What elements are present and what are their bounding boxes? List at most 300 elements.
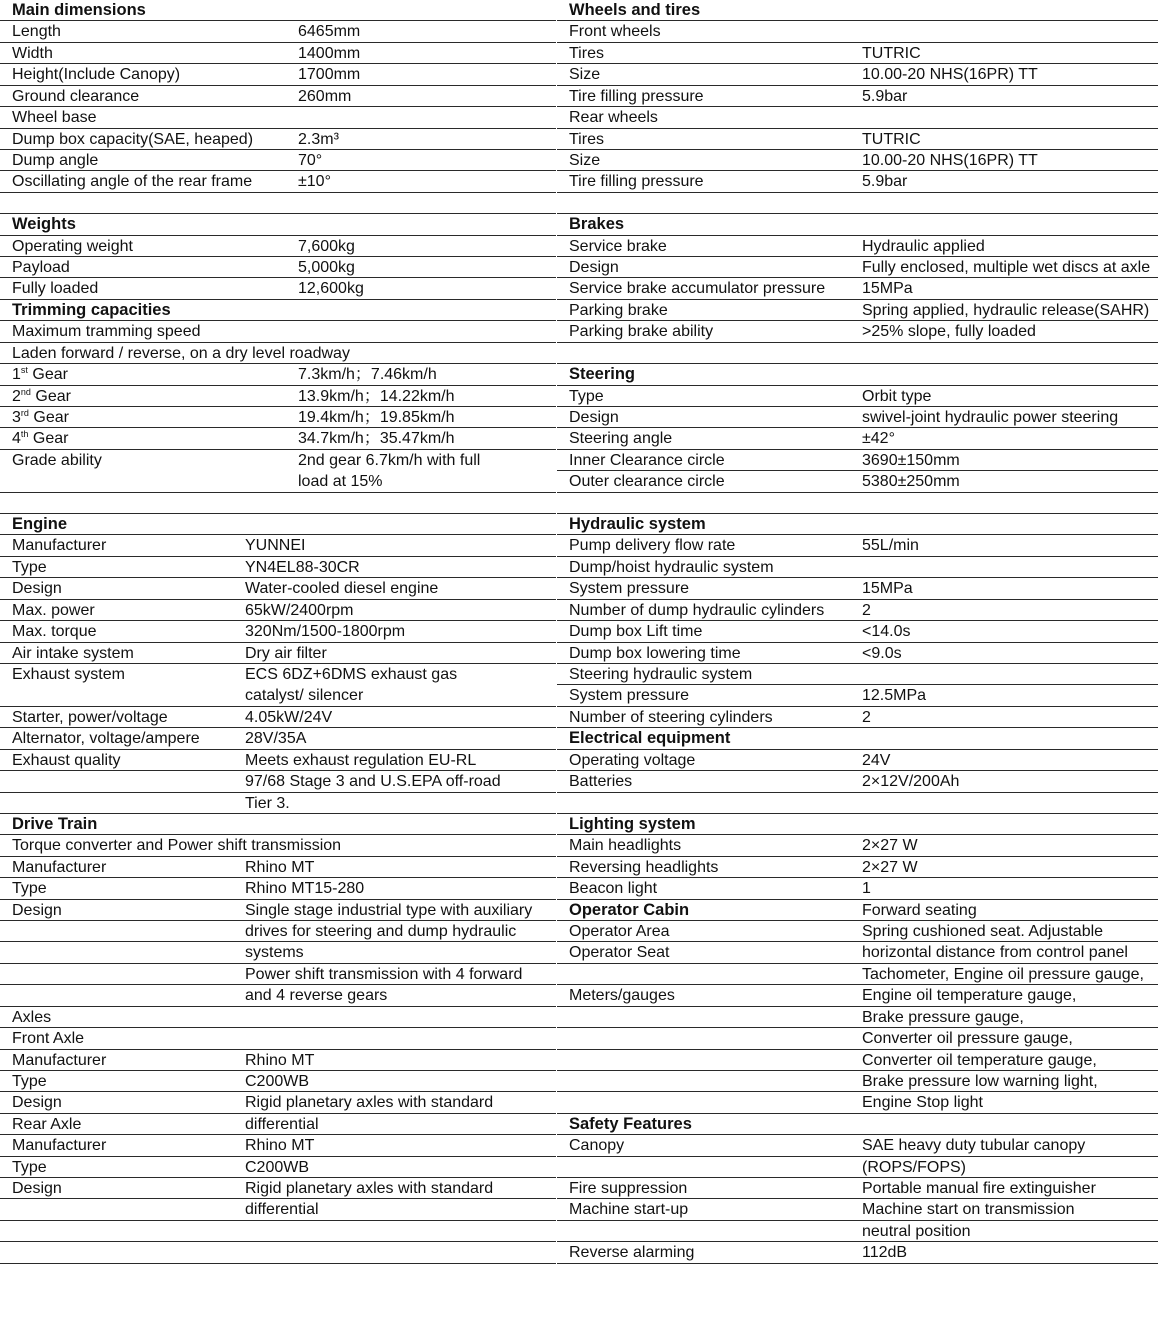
spec-label: Operating weight bbox=[12, 237, 133, 255]
spec-row bbox=[557, 407, 1158, 428]
spec-label: Machine start-up bbox=[569, 1201, 689, 1219]
spec-row bbox=[0, 321, 556, 342]
section-heading-row bbox=[557, 0, 1158, 21]
spec-label: Maximum tramming speed bbox=[12, 323, 201, 341]
spec-value: Brake pressure low warning light, bbox=[862, 1072, 1098, 1090]
spec-row bbox=[0, 578, 556, 599]
spec-value: 2×27 W bbox=[862, 837, 918, 855]
spec-row bbox=[557, 64, 1158, 85]
spec-row bbox=[0, 985, 556, 1006]
spec-value: swivel-joint hydraulic power steering bbox=[862, 408, 1119, 426]
spec-label: Operating voltage bbox=[569, 751, 696, 769]
spec-label: Type bbox=[12, 558, 47, 576]
spec-row bbox=[557, 643, 1158, 664]
spec-value: 320Nm/1500-1800rpm bbox=[245, 623, 406, 641]
spec-value: 2×27 W bbox=[862, 858, 918, 876]
spec-value: 1700mm bbox=[298, 66, 361, 84]
spec-row bbox=[557, 1007, 1158, 1028]
section-heading-row bbox=[0, 300, 556, 321]
spec-row bbox=[0, 1071, 556, 1092]
section-heading: Main dimensions bbox=[12, 1, 146, 19]
spec-row bbox=[0, 1114, 556, 1135]
spec-value: Rhino MT bbox=[245, 858, 315, 876]
section-heading-row bbox=[557, 900, 1158, 921]
spec-row bbox=[0, 878, 556, 899]
spec-row bbox=[557, 150, 1158, 171]
spec-row bbox=[557, 750, 1158, 771]
spec-row bbox=[0, 600, 556, 621]
spec-label: Type bbox=[12, 1072, 47, 1090]
spec-row bbox=[557, 557, 1158, 578]
spec-row bbox=[0, 407, 556, 428]
spec-row bbox=[557, 257, 1158, 278]
spec-row bbox=[557, 985, 1158, 1006]
section-heading-row bbox=[557, 814, 1158, 835]
spec-value: 7.3km/h；7.46km/h bbox=[298, 366, 437, 384]
spec-value: Forward seating bbox=[862, 901, 977, 919]
spec-label: Inner Clearance circle bbox=[569, 451, 725, 469]
spec-row bbox=[557, 1221, 1158, 1242]
spec-value: load at 15% bbox=[298, 473, 383, 491]
section-heading-row bbox=[0, 514, 556, 535]
spec-label: Exhaust system bbox=[12, 666, 125, 683]
spec-value: 12.5MPa bbox=[862, 687, 927, 705]
spec-value: 2×12V/200Ah bbox=[862, 773, 960, 791]
spec-row bbox=[557, 921, 1158, 942]
gear-word: Gear bbox=[30, 387, 71, 405]
spec-row bbox=[0, 493, 556, 514]
spec-row bbox=[557, 171, 1158, 192]
spec-value: Spring cushioned seat. Adjustable bbox=[862, 923, 1104, 941]
spec-value: 97/68 Stage 3 and U.S.EPA off-road bbox=[245, 773, 501, 791]
spec-label: Manufacturer bbox=[12, 1051, 107, 1069]
ordinal-suffix: st bbox=[20, 365, 28, 376]
spec-label: Height(Include Canopy) bbox=[12, 66, 181, 84]
spec-row bbox=[0, 921, 556, 942]
spec-value: 13.9km/h；14.22km/h bbox=[298, 387, 455, 405]
spec-value: 6465mm bbox=[298, 23, 361, 41]
section-heading-row bbox=[557, 728, 1158, 749]
spec-row bbox=[0, 1264, 556, 1285]
gear-word: Gear bbox=[27, 366, 68, 384]
spec-value: 28V/35A bbox=[245, 730, 307, 748]
gear-number: 3 bbox=[12, 408, 21, 426]
spec-value: drives for steering and dump hydraulic bbox=[245, 923, 517, 941]
spec-value: Hydraulic applied bbox=[862, 237, 985, 255]
spec-row bbox=[557, 835, 1158, 856]
spec-value: 2nd gear 6.7km/h with full bbox=[298, 451, 481, 469]
spec-label: Tire filling pressure bbox=[569, 87, 704, 105]
spec-value: 15MPa bbox=[862, 280, 913, 298]
spec-row bbox=[0, 1221, 556, 1242]
spec-label: Torque converter and Power shift transmission bbox=[12, 837, 342, 855]
spec-label: Size bbox=[569, 151, 601, 169]
spec-row bbox=[0, 1199, 556, 1220]
spec-value: 24V bbox=[862, 751, 891, 769]
spec-row bbox=[557, 793, 1158, 814]
spec-row bbox=[0, 21, 556, 42]
spec-row bbox=[0, 428, 556, 449]
gear-word: Gear bbox=[28, 408, 69, 426]
spec-row bbox=[0, 1050, 556, 1071]
spec-label: Meters/gauges bbox=[569, 987, 675, 1005]
spec-value: catalyst/ silencer bbox=[245, 687, 364, 705]
spec-value: Rhino MT15-280 bbox=[245, 880, 365, 898]
spec-row bbox=[557, 471, 1158, 492]
spec-row bbox=[557, 664, 1158, 685]
spec-value: 5,000kg bbox=[298, 259, 355, 277]
spec-value: neutral position bbox=[862, 1222, 971, 1240]
spec-value: 19.4km/h；19.85km/h bbox=[298, 408, 455, 426]
spec-row bbox=[0, 685, 556, 706]
spec-value: 55L/min bbox=[862, 537, 919, 555]
spec-label: Type bbox=[12, 1158, 47, 1176]
spec-row bbox=[0, 107, 556, 128]
spec-value: Tier 3. bbox=[245, 794, 290, 812]
spec-label: Dump/hoist hydraulic system bbox=[569, 558, 774, 576]
spec-value: 34.7km/h；35.47km/h bbox=[298, 430, 455, 448]
spec-label: Dump box Lift time bbox=[569, 623, 703, 641]
spec-label: Exhaust quality bbox=[12, 751, 121, 769]
spec-row bbox=[557, 278, 1158, 299]
spec-value: systems bbox=[245, 944, 304, 962]
spec-row bbox=[557, 1050, 1158, 1071]
ordinal-suffix: th bbox=[20, 429, 29, 440]
spec-label: Length bbox=[12, 23, 61, 41]
spec-row bbox=[557, 600, 1158, 621]
spec-row bbox=[557, 1199, 1158, 1220]
spec-label: Fully loaded bbox=[12, 280, 99, 298]
spec-label: Reversing headlights bbox=[569, 858, 719, 876]
spec-value: (ROPS/FOPS) bbox=[862, 1158, 967, 1176]
spec-value: Tachometer, Engine oil pressure gauge, bbox=[862, 965, 1144, 983]
spec-row bbox=[557, 535, 1158, 556]
spec-row bbox=[0, 278, 556, 299]
spec-label: Tires bbox=[569, 130, 604, 148]
spec-label: Dump angle bbox=[12, 151, 99, 169]
section-heading: Safety Features bbox=[569, 1114, 692, 1133]
spec-row bbox=[0, 835, 556, 856]
spec-value: Converter oil pressure gauge, bbox=[862, 1030, 1073, 1048]
spec-row bbox=[0, 1157, 556, 1178]
spec-label: Air intake system bbox=[12, 644, 134, 662]
spec-label: Max. torque bbox=[12, 623, 97, 641]
gear-number: 1 bbox=[12, 366, 21, 384]
spec-row bbox=[0, 1285, 556, 1306]
spec-value: 4.05kW/24V bbox=[245, 708, 333, 726]
section-heading: Trimming capacities bbox=[12, 300, 171, 319]
spec-value: Brake pressure gauge, bbox=[862, 1008, 1024, 1026]
spec-row bbox=[557, 343, 1158, 364]
spec-row bbox=[0, 750, 556, 771]
spec-label bbox=[12, 407, 69, 430]
spec-label: Oscillating angle of the rear frame bbox=[12, 173, 253, 191]
spec-value: Engine oil temperature gauge, bbox=[862, 987, 1077, 1005]
spec-label: Parking brake bbox=[569, 301, 668, 319]
spec-label: Manufacturer bbox=[12, 1137, 107, 1155]
section-heading-row bbox=[557, 214, 1158, 235]
spec-value: 7,600kg bbox=[298, 237, 355, 255]
spec-label: System pressure bbox=[569, 687, 690, 705]
spec-label: Dump box capacity(SAE, heaped) bbox=[12, 130, 254, 148]
section-heading: Engine bbox=[12, 515, 68, 534]
spec-row bbox=[557, 450, 1158, 471]
spec-value: 12,600kg bbox=[298, 280, 364, 298]
section-heading-row bbox=[557, 364, 1158, 385]
spec-label: Tires bbox=[569, 44, 604, 62]
spec-row bbox=[0, 1135, 556, 1156]
spec-row bbox=[557, 193, 1158, 214]
spec-value: 5.9bar bbox=[862, 173, 908, 191]
spec-value: <14.0s bbox=[862, 623, 911, 641]
spec-row bbox=[557, 1178, 1158, 1199]
spec-value: 260mm bbox=[298, 87, 352, 105]
spec-value: Fully enclosed, multiple wet discs at axle bbox=[862, 259, 1151, 277]
spec-row bbox=[557, 386, 1158, 407]
section-heading: Drive Train bbox=[12, 814, 98, 833]
spec-label: Beacon light bbox=[569, 880, 658, 898]
spec-label: Rear wheels bbox=[569, 109, 658, 127]
spec-value: Single stage industrial type with auxiliary bbox=[245, 901, 533, 919]
spec-row bbox=[0, 707, 556, 728]
spec-row bbox=[0, 793, 556, 814]
spec-row bbox=[0, 728, 556, 749]
spec-value: Converter oil temperature gauge, bbox=[862, 1051, 1097, 1069]
section-heading-row bbox=[557, 514, 1158, 535]
spec-label: Steering angle bbox=[569, 430, 673, 448]
spec-row bbox=[0, 129, 556, 150]
spec-label: Operator Seat bbox=[569, 944, 670, 962]
spec-label: Reverse alarming bbox=[569, 1244, 695, 1262]
spec-row bbox=[557, 964, 1158, 985]
spec-row bbox=[557, 685, 1158, 706]
spec-value: Water-cooled diesel engine bbox=[245, 580, 439, 598]
spec-label: Front Axle bbox=[12, 1030, 85, 1048]
spec-value: Rhino MT bbox=[245, 1137, 315, 1155]
spec-row bbox=[557, 300, 1158, 321]
spec-row bbox=[557, 107, 1158, 128]
spec-row bbox=[557, 236, 1158, 257]
spec-row bbox=[0, 771, 556, 792]
spec-label bbox=[12, 364, 68, 387]
spec-value: 10.00-20 NHS(16PR) TT bbox=[862, 66, 1038, 84]
spec-row bbox=[0, 900, 556, 921]
spec-label: Payload bbox=[12, 259, 70, 277]
spec-value: TUTRIC bbox=[862, 130, 921, 148]
spec-label: Steering hydraulic system bbox=[569, 666, 753, 683]
spec-value: YUNNEI bbox=[245, 537, 306, 555]
spec-row bbox=[557, 578, 1158, 599]
spec-row bbox=[0, 257, 556, 278]
spec-value: Rhino MT bbox=[245, 1051, 315, 1069]
gear-word: Gear bbox=[28, 430, 69, 448]
spec-value: Power shift transmission with 4 forward bbox=[245, 965, 523, 983]
spec-label: Design bbox=[569, 408, 619, 426]
spec-row bbox=[557, 1157, 1158, 1178]
spec-label: Dump box lowering time bbox=[569, 644, 741, 662]
spec-value: Rigid planetary axles with standard bbox=[245, 1094, 494, 1112]
spec-label: Service brake bbox=[569, 237, 667, 255]
spec-row bbox=[557, 621, 1158, 642]
section-heading: Wheels and tires bbox=[569, 1, 701, 19]
gear-number: 2 bbox=[12, 387, 21, 405]
spec-row bbox=[557, 1092, 1158, 1113]
spec-label: Axles bbox=[12, 1008, 52, 1026]
spec-label: Tire filling pressure bbox=[569, 173, 704, 191]
spec-label: Parking brake ability bbox=[569, 323, 714, 341]
spec-label bbox=[12, 386, 71, 409]
spec-label: Design bbox=[12, 580, 62, 598]
spec-label: System pressure bbox=[569, 580, 690, 598]
spec-label: Laden forward / reverse, on a dry level roadway bbox=[12, 344, 350, 362]
spec-label: Rear Axle bbox=[12, 1115, 82, 1133]
spec-row bbox=[557, 1135, 1158, 1156]
spec-row bbox=[0, 1028, 556, 1049]
spec-value: 15MPa bbox=[862, 580, 913, 598]
ordinal-suffix: rd bbox=[20, 407, 29, 418]
spec-row bbox=[0, 1007, 556, 1028]
spec-value: SAE heavy duty tubular canopy bbox=[862, 1137, 1086, 1155]
spec-row bbox=[0, 857, 556, 878]
spec-row bbox=[557, 86, 1158, 107]
spec-row bbox=[557, 1028, 1158, 1049]
spec-label: Design bbox=[12, 1094, 62, 1112]
spec-label: Type bbox=[12, 880, 47, 898]
spec-value: and 4 reverse gears bbox=[245, 987, 388, 1005]
spec-label: Starter, power/voltage bbox=[12, 708, 168, 726]
spec-label: Main headlights bbox=[569, 837, 682, 855]
spec-row bbox=[0, 1178, 556, 1199]
spec-row bbox=[557, 43, 1158, 64]
spec-label: Max. power bbox=[12, 601, 95, 619]
section-heading: Operator Cabin bbox=[569, 900, 690, 919]
spec-value: 2 bbox=[862, 708, 871, 726]
spec-value: Machine start on transmission bbox=[862, 1201, 1075, 1219]
spec-label: Pump delivery flow rate bbox=[569, 537, 736, 555]
spec-row bbox=[0, 43, 556, 64]
spec-value: C200WB bbox=[245, 1072, 310, 1090]
spec-row bbox=[557, 942, 1158, 963]
spec-row bbox=[0, 343, 556, 364]
spec-row bbox=[0, 171, 556, 192]
spec-label: Ground clearance bbox=[12, 87, 140, 105]
spec-row bbox=[0, 664, 556, 685]
spec-value: ±42° bbox=[862, 430, 895, 448]
spec-label: Canopy bbox=[569, 1137, 625, 1155]
spec-value: 1400mm bbox=[298, 44, 361, 62]
spec-value: TUTRIC bbox=[862, 44, 921, 62]
spec-label: Fire suppression bbox=[569, 1180, 688, 1198]
spec-label: Manufacturer bbox=[12, 858, 107, 876]
spec-row bbox=[0, 964, 556, 985]
spec-row bbox=[557, 878, 1158, 899]
spec-row bbox=[0, 86, 556, 107]
spec-label: Size bbox=[569, 66, 601, 84]
spec-label: Wheel base bbox=[12, 109, 97, 127]
section-heading: Weights bbox=[12, 215, 76, 234]
spec-label: Batteries bbox=[569, 773, 633, 791]
spec-row bbox=[0, 1242, 556, 1263]
spec-row bbox=[0, 643, 556, 664]
spec-row bbox=[0, 236, 556, 257]
section-heading: Steering bbox=[569, 365, 636, 384]
spec-label: Width bbox=[12, 44, 53, 62]
spec-value: 2.3m³ bbox=[298, 130, 339, 148]
spec-value: Engine Stop light bbox=[862, 1094, 983, 1112]
spec-value: <9.0s bbox=[862, 644, 902, 662]
spec-value: >25% slope, fully loaded bbox=[862, 323, 1036, 341]
spec-row bbox=[557, 857, 1158, 878]
section-heading: Brakes bbox=[569, 215, 625, 234]
spec-value: Dry air filter bbox=[245, 644, 327, 662]
spec-row bbox=[557, 707, 1158, 728]
gear-number: 4 bbox=[12, 430, 21, 448]
spec-row bbox=[0, 150, 556, 171]
spec-value: differential bbox=[245, 1201, 319, 1219]
ordinal-suffix: nd bbox=[20, 386, 31, 397]
section-heading: Electrical equipment bbox=[569, 729, 731, 748]
spec-row bbox=[557, 21, 1158, 42]
spec-label bbox=[12, 428, 68, 451]
spec-row bbox=[557, 771, 1158, 792]
spec-value: Meets exhaust regulation EU-RL bbox=[245, 751, 477, 769]
spec-row bbox=[557, 428, 1158, 449]
spec-value: 5.9bar bbox=[862, 87, 908, 105]
spec-label: Manufacturer bbox=[12, 537, 107, 555]
spec-row bbox=[0, 193, 556, 214]
spec-label: Grade ability bbox=[12, 451, 102, 469]
spec-value: Orbit type bbox=[862, 387, 932, 405]
spec-value: Spring applied, hydraulic release(SAHR) bbox=[862, 301, 1150, 319]
spec-row bbox=[0, 364, 556, 385]
spec-row bbox=[0, 450, 556, 471]
spec-label: Operator Area bbox=[569, 923, 670, 941]
spec-label: Type bbox=[569, 387, 604, 405]
spec-row bbox=[557, 321, 1158, 342]
spec-label: Alternator, voltage/ampere bbox=[12, 730, 200, 748]
spec-label: Design bbox=[569, 259, 619, 277]
spec-value: 2 bbox=[862, 601, 871, 619]
spec-value: 70° bbox=[298, 151, 323, 169]
spec-value: differential bbox=[245, 1115, 319, 1133]
spec-value: 65kW/2400rpm bbox=[245, 601, 354, 619]
section-heading: Hydraulic system bbox=[569, 515, 706, 534]
section-heading-row bbox=[0, 0, 556, 21]
spec-label: Front wheels bbox=[569, 23, 661, 41]
spec-value: 5380±250mm bbox=[862, 473, 960, 491]
spec-value: Rigid planetary axles with standard bbox=[245, 1180, 494, 1198]
spec-row bbox=[557, 1242, 1158, 1263]
spec-value: Portable manual fire extinguisher bbox=[862, 1180, 1096, 1198]
section-heading-row bbox=[0, 214, 556, 235]
spec-value: 112dB bbox=[862, 1244, 908, 1262]
spec-row bbox=[557, 493, 1158, 514]
spec-label: Design bbox=[12, 901, 62, 919]
spec-label: Number of dump hydraulic cylinders bbox=[569, 601, 825, 619]
spec-label: Service brake accumulator pressure bbox=[569, 280, 826, 298]
spec-row bbox=[0, 1092, 556, 1113]
spec-label: Outer clearance circle bbox=[569, 473, 725, 491]
spec-value: horizontal distance from control panel bbox=[862, 944, 1128, 962]
spec-row bbox=[0, 621, 556, 642]
section-heading-row bbox=[557, 1114, 1158, 1135]
spec-row bbox=[0, 64, 556, 85]
spec-label: Number of steering cylinders bbox=[569, 708, 773, 726]
spec-row bbox=[557, 129, 1158, 150]
spec-value: YN4EL88-30CR bbox=[245, 558, 360, 576]
spec-label: Design bbox=[12, 1180, 62, 1198]
spec-row bbox=[0, 557, 556, 578]
